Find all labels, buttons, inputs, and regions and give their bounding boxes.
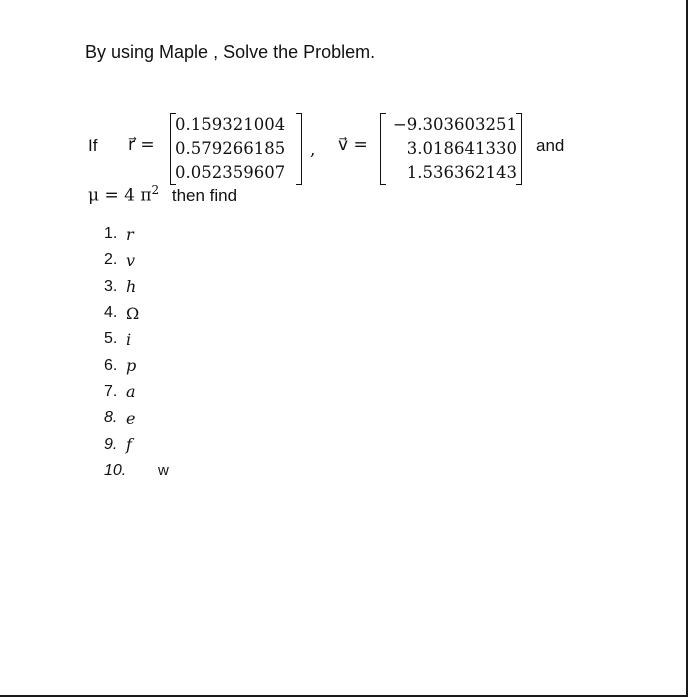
comma-separator: , (310, 140, 316, 160)
and-label: and (536, 136, 565, 155)
then-find-label: then find (171, 185, 238, 205)
question-list (104, 221, 169, 484)
item-number: 2. (104, 251, 118, 269)
if-label: If (88, 136, 98, 155)
item-symbol: h (126, 277, 137, 297)
r-vector-matrix (170, 113, 302, 185)
item-number: 5. (104, 330, 118, 348)
r-vector-component: 0.579266185 (175, 139, 286, 158)
list-item (104, 221, 169, 247)
item-number: 1. (104, 225, 118, 243)
mu-expression: μ = 4 π (88, 185, 152, 206)
list-item (104, 300, 169, 326)
list-item (104, 326, 169, 352)
list-item (104, 274, 169, 300)
item-symbol: f (126, 435, 132, 455)
v-vector-matrix (380, 113, 522, 185)
list-item (104, 379, 169, 405)
item-symbol: r (126, 224, 134, 244)
item-number: 8. (104, 409, 118, 427)
list-item (104, 431, 169, 457)
item-symbol: w (158, 462, 169, 480)
item-number: 7. (104, 382, 118, 400)
mu-line (88, 183, 237, 206)
item-symbol: Ω (126, 303, 140, 323)
item-symbol: i (126, 329, 132, 349)
item-number: 9. (104, 435, 118, 453)
list-item (104, 247, 169, 273)
r-vector-component: 0.159321004 (175, 115, 286, 134)
item-symbol: p (126, 356, 137, 376)
r-vector-component: 0.052359607 (175, 163, 286, 182)
item-number: 3. (104, 277, 118, 295)
item-symbol: e (126, 408, 136, 428)
v-vector-component: 1.536362143 (406, 163, 517, 182)
list-item (104, 458, 169, 484)
r-vector-symbol: r⃗ = (128, 135, 155, 155)
v-vector-component: −9.303603251 (392, 115, 517, 134)
mu-exponent: 2 (151, 183, 160, 197)
item-symbol: v (126, 250, 136, 270)
list-item (104, 405, 169, 431)
item-symbol: a (126, 382, 136, 402)
list-item (104, 352, 169, 378)
item-number: 4. (104, 304, 118, 322)
problem-heading: By using Maple , Solve the Problem. (85, 42, 376, 62)
item-number: 10. (104, 461, 127, 479)
v-vector-component: 3.018641330 (406, 139, 517, 158)
v-vector-symbol: v⃗ = (338, 135, 368, 155)
item-number: 6. (104, 356, 118, 374)
